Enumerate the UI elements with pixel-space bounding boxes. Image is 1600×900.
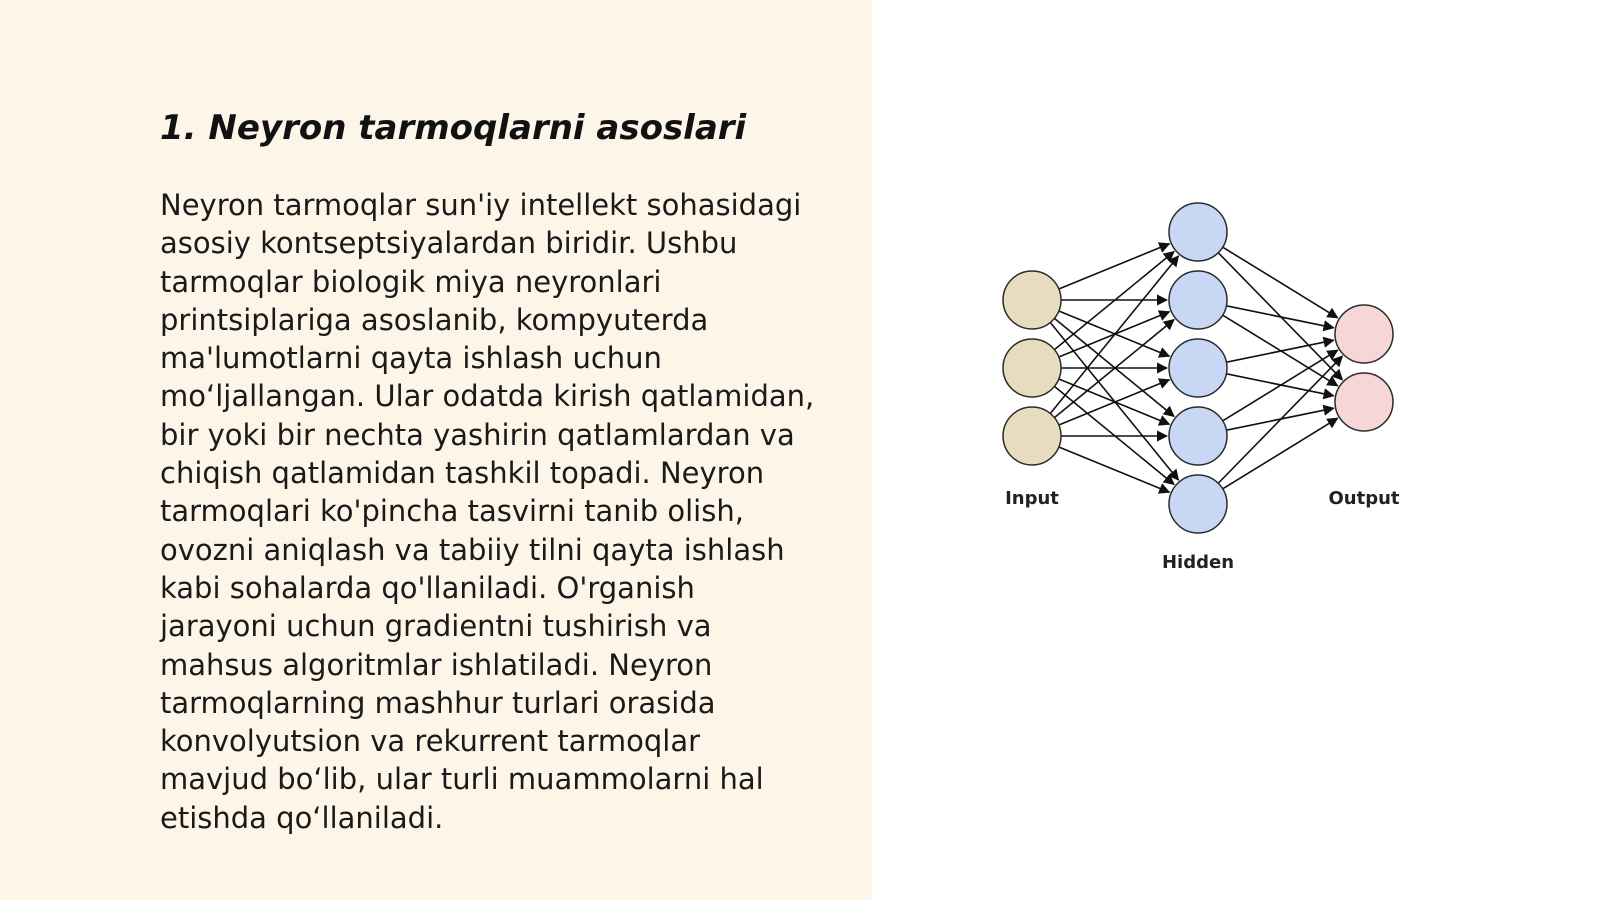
- connection-arrow: [1223, 247, 1338, 318]
- hidden-neuron: [1169, 475, 1227, 533]
- output-layer-label: Output: [1328, 488, 1400, 509]
- paragraph-line: mo‘ljallangan. Ular odatda kirish qatlamidan,: [160, 379, 815, 414]
- connection-arrow: [1059, 447, 1169, 492]
- connection-arrow: [1059, 244, 1169, 289]
- output-neuron: [1335, 373, 1393, 431]
- hidden-neuron: [1169, 203, 1227, 261]
- paragraph-line: mavjud bo‘lib, ular turli muammolarni hal: [160, 762, 764, 797]
- paragraph-line: Neyron tarmoqlar sun'iy intellekt sohasidagi: [160, 188, 802, 222]
- paragraph-line: tarmoqlari ko'pincha tasvirni tanib olish,: [160, 494, 744, 529]
- paragraph-line: jarayoni uchun gradientni tushirish va: [160, 609, 712, 644]
- paragraph-line: bir yoki bir nechta yashirin qatlamlardan va: [160, 417, 795, 452]
- paragraph-line: asosiy kontseptsiyalardan biridir. Ushbu: [160, 226, 738, 261]
- paragraph-line: tarmoqlar biologik miya neyronlari: [160, 264, 662, 299]
- hidden-layer-label: Hidden: [1161, 552, 1235, 573]
- paragraph-line: ma'lumotlarni qayta ishlash uchun: [160, 341, 662, 376]
- paragraph-line: ovozni aniqlash va tabiiy tilni qayta ishlash: [160, 532, 785, 567]
- input-neuron: [1003, 407, 1061, 465]
- input-neuron: [1003, 339, 1061, 397]
- input-layer-label: Input: [1005, 488, 1059, 509]
- neurons: [1003, 203, 1393, 533]
- hidden-neuron: [1169, 339, 1227, 397]
- neural-network-diagram: [960, 180, 1440, 600]
- paragraph-line: chiqish qatlamidan tashkil topadi. Neyron: [160, 456, 765, 491]
- connection-arrow: [1226, 306, 1333, 328]
- paragraph-line: konvolyutsion va rekurrent tarmoqlar: [160, 724, 701, 759]
- hidden-neuron: [1169, 271, 1227, 329]
- slide-heading: 1. Neyron tarmoqlarni asoslari: [160, 108, 747, 148]
- neural-network-svg: [960, 180, 1440, 600]
- paragraph-line: mahsus algoritmlar ishlatiladi. Neyron: [160, 647, 713, 682]
- hidden-neuron: [1169, 407, 1227, 465]
- paragraph-line: etishda qo‘llaniladi.: [160, 800, 444, 835]
- paragraph-line: kabi sohalarda qo'llaniladi. O'rganish: [160, 570, 695, 605]
- slide-paragraph: [160, 186, 840, 837]
- output-neuron: [1335, 305, 1393, 363]
- input-neuron: [1003, 271, 1061, 329]
- paragraph-line: printsiplariga asoslanib, kompyuterda: [160, 302, 709, 337]
- connection-arrow: [1226, 340, 1333, 362]
- connection-arrow: [1223, 418, 1338, 489]
- connection-arrow: [1050, 256, 1178, 413]
- paragraph-line: tarmoqlarning mashhur turlari orasida: [160, 685, 716, 720]
